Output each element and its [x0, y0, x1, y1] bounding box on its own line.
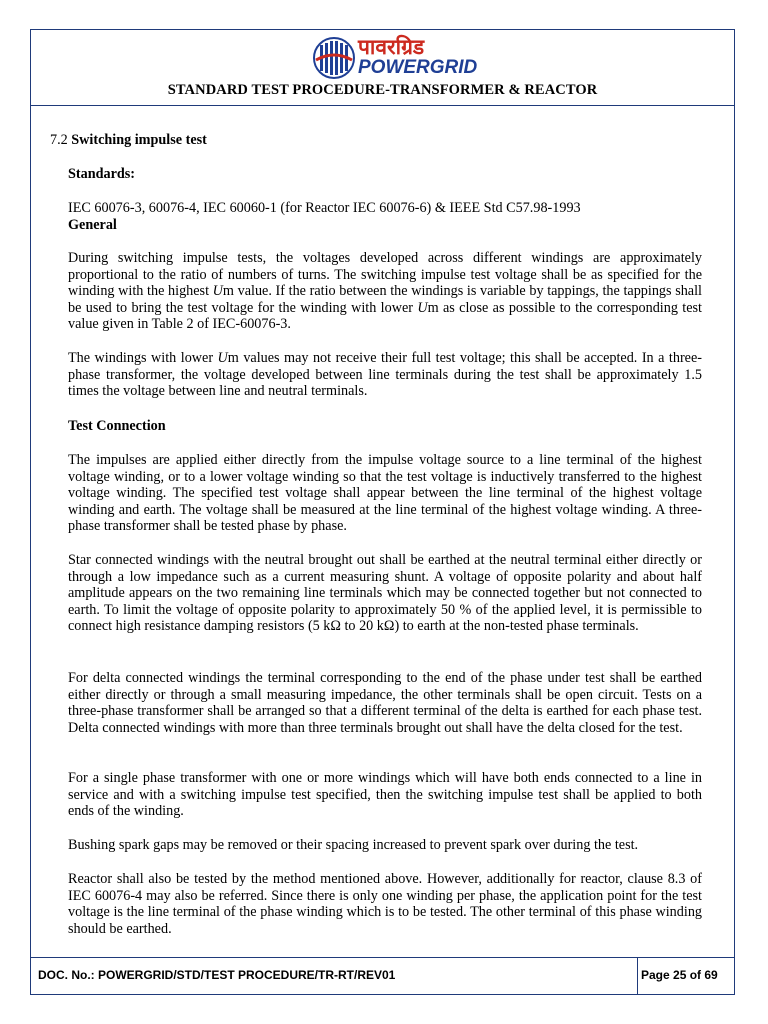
- section-heading: [50, 132, 207, 149]
- general-paragraph-2: The windings with lower Um values may not receive their full test voltage; this shall be accepted. In a three-phase transformer, the voltage developed between line terminals during the test shall be approximately 1.5 times the voltage between line and neutral terminals.: [68, 350, 702, 400]
- logo-hindi-text: पावरग्रिड: [358, 35, 425, 59]
- test-connection-paragraph-6: Reactor shall also be tested by the method mentioned above. However, additionally for reactor, clause 8.3 of IEC 60076-4 may also be referred. Since there is only one winding per phase, the application point for the test voltage is the line terminal of the phase winding which is to be tested. The other terminal of this phase winding should be earthed.: [68, 871, 702, 937]
- document-title: STANDARD TEST PROCEDURE-TRANSFORMER & REACTOR: [167, 82, 598, 98]
- test-connection-paragraph-3: For delta connected windings the terminal corresponding to the end of the phase under test shall be earthed either directly or through a small measuring impedance, the other terminals shall be open circuit. Tests on a three-phase transformer shall be arranged so that a different terminal of the delta is earthed for each phase test. Delta connected windings with more than three terminals brought out shall have the delta closed for the test.: [68, 670, 702, 736]
- header-divider: [30, 105, 735, 106]
- test-connection-heading: Test Connection: [68, 418, 166, 434]
- standards-text: IEC 60076-3, 60076-4, IEC 60060-1 (for Reactor IEC 60076-6) & IEEE Std C57.98-1993: [68, 200, 581, 216]
- page-footer: [30, 957, 735, 995]
- section-number: 7.2: [50, 132, 68, 148]
- test-connection-paragraph-5: Bushing spark gaps may be removed or their spacing increased to prevent spark over during the test.: [68, 837, 639, 853]
- section-title: Switching impulse test: [71, 132, 207, 148]
- powergrid-emblem-icon: [312, 36, 356, 80]
- general-paragraph-1: During switching impulse tests, the voltages developed across different windings are approximately proportional to the ratio of numbers of turns. The switching impulse test voltage shall be as specified for the winding with the highest Um value. If the ratio between the windings is variable by tappings, the tappings shall be used to bring the test voltage for the winding with lower Um as close as possible to the corresponding test value given in Table 2 of IEC-60076-3.: [68, 250, 702, 333]
- powergrid-logo: [312, 36, 482, 80]
- test-connection-paragraph-4: For a single phase transformer with one or more windings which will have both ends connected to a line in service and with a switching impulse test specified, then the switching impulse test shall be applied to both ends of the winding.: [68, 770, 702, 820]
- test-connection-paragraph-2: Star connected windings with the neutral brought out shall be earthed at the neutral terminal either directly or through a low impedance such as a current measuring shunt. A voltage of opposite polarity and about half amplitude appears on the two remaining line terminals which may be connected together but not connected to earth. To limit the voltage of opposite polarity to approximately 50 % of the applied level, it is permissible to connect high resistance damping resistors (5 kΩ to 20 kΩ) to earth at the non-tested phase terminals.: [68, 552, 702, 635]
- logo-english-text: POWERGRID: [358, 57, 478, 78]
- general-heading: General: [68, 217, 117, 233]
- test-connection-paragraph-1: The impulses are applied either directly from the impulse voltage source to a line terminal of the highest voltage winding, or to a lower voltage winding so that the test voltage is inductively transferred to the highest voltage winding. The specified test voltage shall appear between the line terminal of the highest voltage winding and earth. The voltage shall be measured at the line terminal of the highest voltage winding. A three-phase transformer shall be tested phase by phase.: [68, 452, 702, 535]
- footer-divider: [637, 958, 638, 994]
- document-number: DOC. No.: POWERGRID/STD/TEST PROCEDURE/TR-RT/REV01: [38, 968, 396, 982]
- page-number: Page 25 of 69: [641, 968, 718, 982]
- standards-heading: Standards:: [68, 166, 136, 182]
